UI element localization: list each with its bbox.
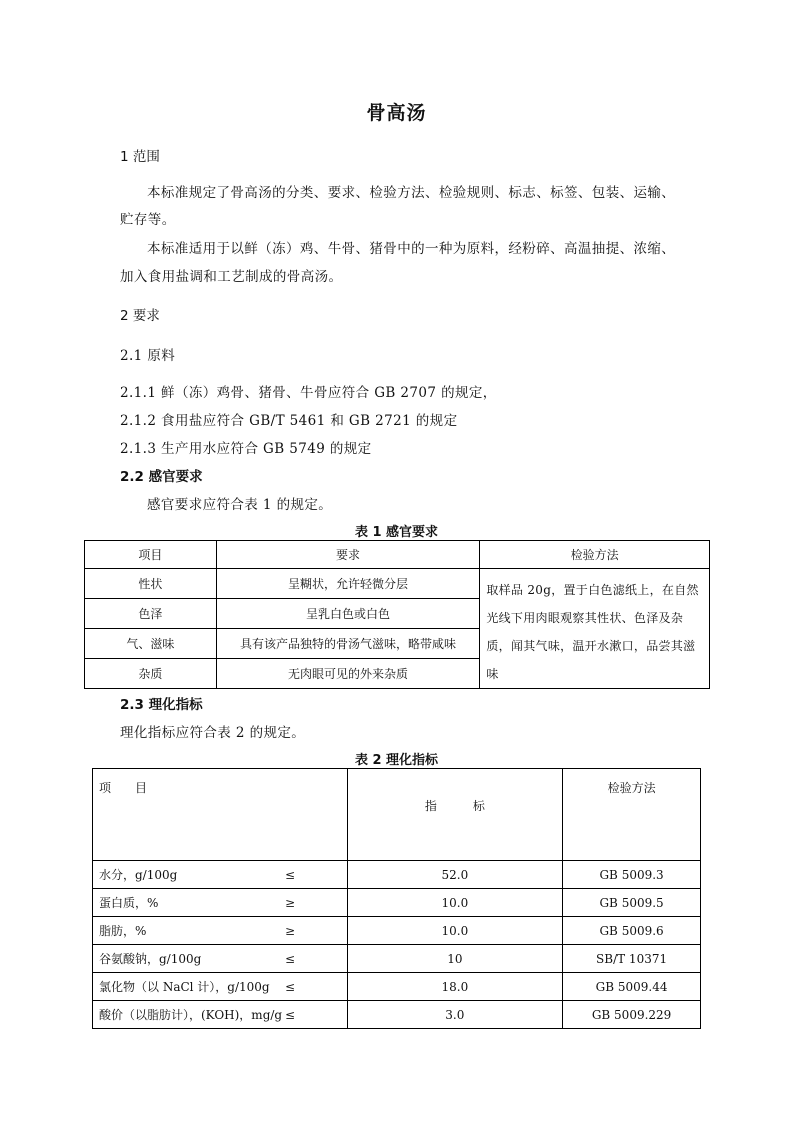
method-cell: 取样品 20g，置于白色滤纸上，在自然光线下用肉眼观察其性状、色泽及杂质，闻其气味，温开水漱口，品尝其滋味 xyxy=(480,569,710,689)
section-2-2-heading: 2.2 感官要求 xyxy=(120,469,203,485)
scope-paragraph-1-line-2: 贮存等。 xyxy=(120,212,176,228)
header-method: 检验方法 xyxy=(563,769,701,861)
requirement-cell: 呈乳白色或白色 xyxy=(216,599,480,629)
table-row xyxy=(85,569,710,599)
item-cell xyxy=(93,945,348,973)
header-item: 项目 xyxy=(85,541,217,569)
clause-2-1-1: 2.1.1 鲜（冻）鸡骨、猪骨、牛骨应符合 GB 2707 的规定， xyxy=(120,385,497,401)
indicator-cell: 18.0 xyxy=(347,973,563,1001)
comparison-symbol: ≥ xyxy=(285,895,296,910)
item-cell xyxy=(93,861,348,889)
comparison-symbol: ≥ xyxy=(285,923,296,938)
sensory-requirements-table xyxy=(84,540,710,689)
item-cell xyxy=(93,973,348,1001)
requirement-cell: 具有该产品独特的骨汤气滋味，略带咸味 xyxy=(216,629,480,659)
table-header-row xyxy=(93,769,701,861)
indicator-cell: 10.0 xyxy=(347,889,563,917)
table-row xyxy=(93,945,701,973)
method-cell: GB 5009.3 xyxy=(563,861,701,889)
item-label: 氯化物（以 NaCl 计），g/100g xyxy=(99,980,270,994)
item-cell: 杂质 xyxy=(85,659,217,689)
table-2-caption: 表 2 理化指标 xyxy=(354,753,439,768)
requirement-cell: 呈糊状，允许轻微分层 xyxy=(216,569,480,599)
scope-paragraph-1-line-1: 本标准规定了骨高汤的分类、要求、检验方法、检验规则、标志、标签、包装、运输、 xyxy=(147,185,676,201)
indicator-cell: 10.0 xyxy=(347,917,563,945)
table-header-row xyxy=(85,541,710,569)
section-2-3-text: 理化指标应符合表 2 的规定。 xyxy=(120,725,306,741)
table-row xyxy=(93,917,701,945)
item-cell xyxy=(93,1001,348,1029)
header-method: 检验方法 xyxy=(480,541,710,569)
scope-paragraph-2-line-1: 本标准适用于以鲜（冻）鸡、牛骨、猪骨中的一种为原料，经粉碎、高温抽提、浓缩、 xyxy=(147,241,676,257)
item-cell: 性状 xyxy=(85,569,217,599)
header-indicator: 指 标 xyxy=(347,769,563,861)
indicator-cell: 3.0 xyxy=(347,1001,563,1029)
table-row xyxy=(93,889,701,917)
method-cell: GB 5009.229 xyxy=(563,1001,701,1029)
item-label: 水分，g/100g xyxy=(99,868,178,882)
item-cell xyxy=(93,889,348,917)
physicochemical-indicators-table xyxy=(92,768,701,1029)
indicator-cell: 52.0 xyxy=(347,861,563,889)
section-2-1-heading: 2.1 原料 xyxy=(120,348,176,364)
item-label: 脂肪，% xyxy=(99,924,147,938)
indicator-cell: 10 xyxy=(347,945,563,973)
comparison-symbol: ≤ xyxy=(285,867,296,882)
section-2-3-heading: 2.3 理化指标 xyxy=(120,697,203,713)
section-2-2-text: 感官要求应符合表 1 的规定。 xyxy=(147,497,333,513)
table-row xyxy=(93,861,701,889)
table-1-caption: 表 1 感官要求 xyxy=(354,525,439,540)
method-cell: SB/T 10371 xyxy=(563,945,701,973)
item-cell xyxy=(93,917,348,945)
clause-2-1-3: 2.1.3 生产用水应符合 GB 5749 的规定 xyxy=(120,441,372,457)
table-row xyxy=(93,1001,701,1029)
item-label: 谷氨酸钠，g/100g xyxy=(99,952,202,966)
section-2-heading: 2 要求 xyxy=(120,308,160,324)
section-1-heading: 1 范围 xyxy=(120,149,160,165)
item-cell: 气、滋味 xyxy=(85,629,217,659)
comparison-symbol: ≤ xyxy=(285,951,296,966)
item-label: 酸价（以脂肪计），(KOH)，mg/g xyxy=(99,1008,283,1022)
method-cell: GB 5009.6 xyxy=(563,917,701,945)
scope-paragraph-2-line-2: 加入食用盐调和工艺制成的骨高汤。 xyxy=(120,269,343,285)
requirement-cell: 无肉眼可见的外来杂质 xyxy=(216,659,480,689)
table-row xyxy=(93,973,701,1001)
method-cell: GB 5009.5 xyxy=(563,889,701,917)
clause-2-1-2: 2.1.2 食用盐应符合 GB/T 5461 和 GB 2721 的规定 xyxy=(120,413,458,429)
header-requirement: 要求 xyxy=(216,541,480,569)
method-cell: GB 5009.44 xyxy=(563,973,701,1001)
document-title: 骨高汤 xyxy=(366,102,427,124)
header-item: 项 目 xyxy=(93,769,348,861)
comparison-symbol: ≤ xyxy=(285,979,296,994)
item-cell: 色泽 xyxy=(85,599,217,629)
item-label: 蛋白质，% xyxy=(99,896,159,910)
comparison-symbol: ≤ xyxy=(285,1007,296,1022)
